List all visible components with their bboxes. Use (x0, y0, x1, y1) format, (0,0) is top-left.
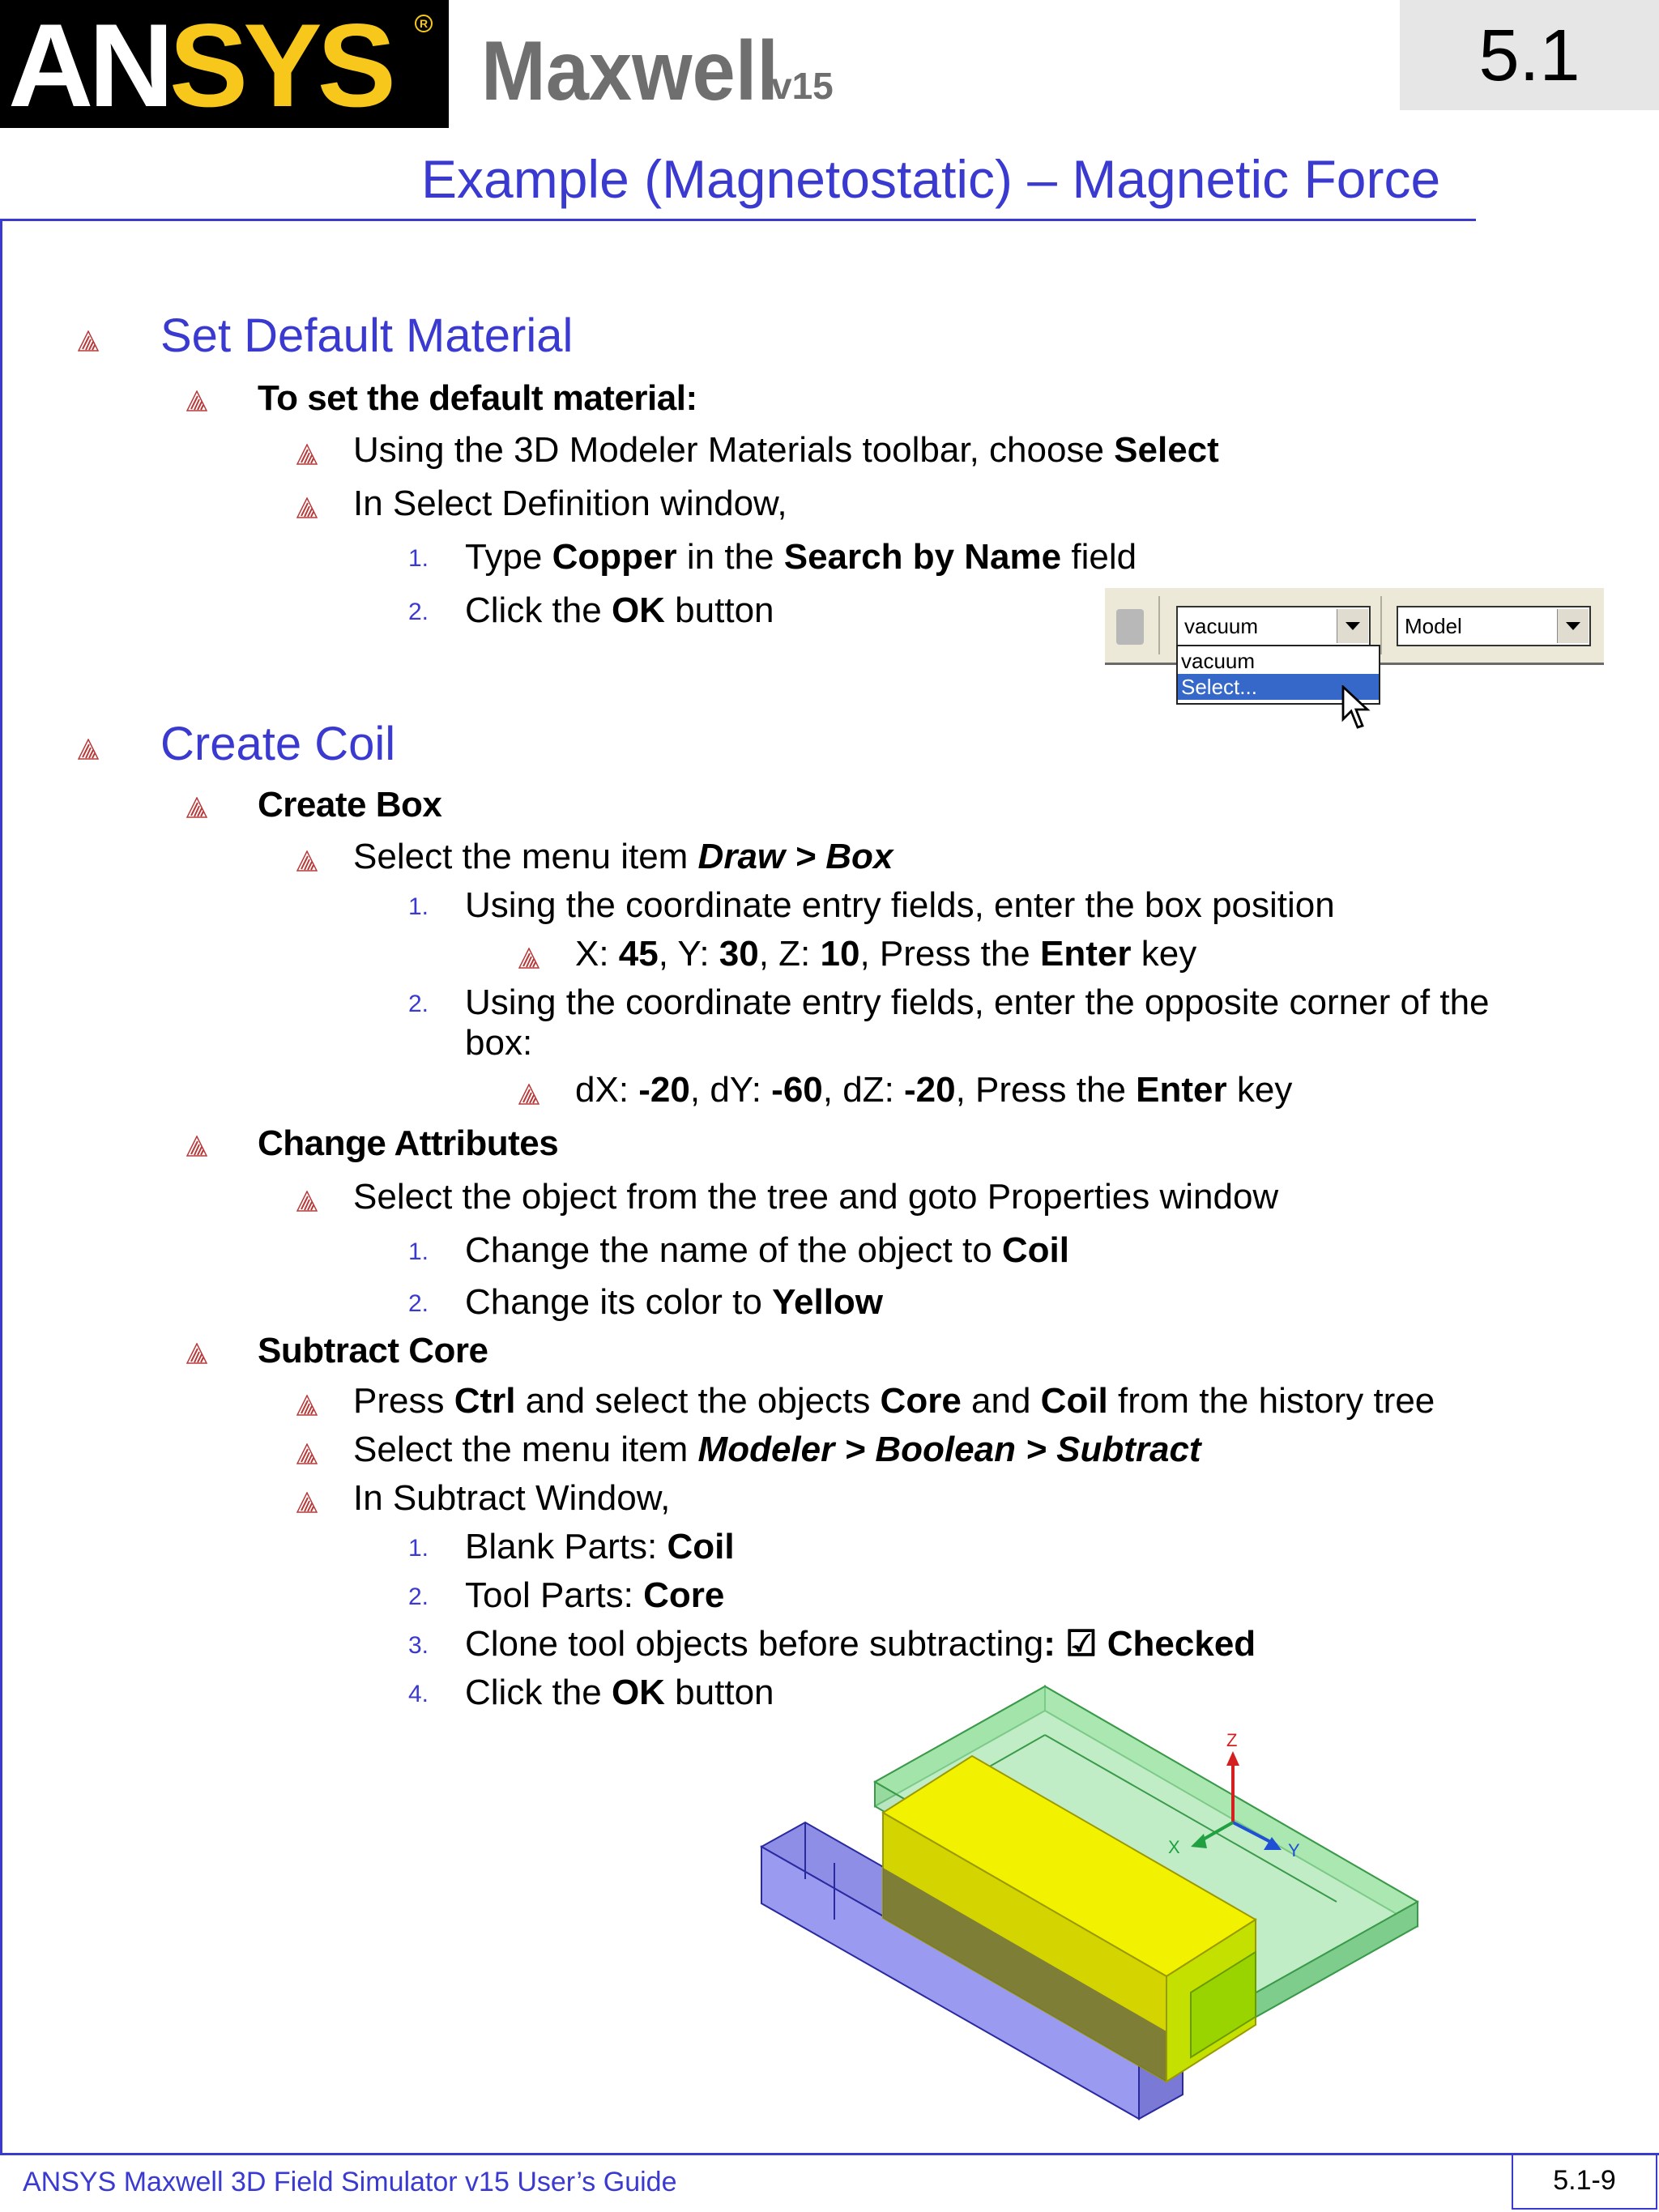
bullet-icon (296, 1395, 318, 1416)
bullet-icon (296, 1191, 318, 1212)
step-subtract-window: In Subtract Window, (353, 1478, 671, 1518)
step-opposite-corner: Using the coordinate entry fields, enter the opposite corner of the (465, 982, 1490, 1022)
step-type-copper: Type Copper in the Search by Name field (465, 537, 1137, 577)
step-box-size: dX: -20, dY: -60, dZ: -20, Press the Enter key (575, 1070, 1293, 1110)
subheading-create-box: Create Box (258, 785, 442, 825)
product-version: v15 (771, 65, 834, 107)
bullet-icon (78, 739, 99, 760)
step-number: 3. (408, 1632, 429, 1659)
step-clone-tool: Clone tool objects before subtracting: ☑ Checked (465, 1624, 1256, 1664)
step-number: 2. (408, 1290, 429, 1317)
step-properties-window: Select the object from the tree and goto Properties window (353, 1177, 1279, 1217)
bullet-icon (186, 1343, 207, 1364)
registered-mark-icon: R (415, 15, 433, 32)
step-rename-coil: Change the name of the object to Coil (465, 1230, 1070, 1270)
left-border (0, 219, 2, 2155)
page-number: 5.1-9 (1553, 2165, 1616, 2196)
step-click-ok: Click the OK button (465, 590, 774, 630)
step-number: 2. (408, 1583, 429, 1610)
bullet-icon (296, 497, 318, 518)
page-title: Example (Magnetostatic) – Magnetic Force (421, 149, 1441, 209)
grip-icon (1116, 609, 1144, 645)
bullet-icon (296, 850, 318, 872)
coil-core-3d-view (753, 1677, 1434, 2130)
bullet-icon (78, 330, 99, 352)
model-select-value: Model (1405, 614, 1462, 638)
toolbar-separator (1380, 596, 1382, 654)
bullet-icon (296, 1492, 318, 1513)
step-number: 1. (408, 1535, 429, 1562)
step-draw-box: Select the menu item Draw > Box (353, 837, 893, 876)
bullet-icon (186, 390, 207, 411)
subheading-change-attributes: Change Attributes (258, 1123, 559, 1163)
dropdown-arrow-icon[interactable] (1337, 609, 1368, 643)
step-number: 2. (408, 991, 429, 1017)
step-number: 1. (408, 545, 429, 572)
step-number: 2. (408, 599, 429, 625)
bullet-icon (518, 1084, 539, 1105)
footer-divider (0, 2153, 1659, 2155)
bullet-icon (296, 1443, 318, 1464)
material-select-value: vacuum (1184, 614, 1259, 638)
title-divider (0, 219, 1476, 221)
bullet-icon (186, 797, 207, 818)
axis-label-z: Z (1226, 1730, 1238, 1750)
subheading-set-default: To set the default material: (258, 378, 697, 418)
step-ctrl-select: Press Ctrl and select the objects Core and Coil from the history tree (353, 1381, 1435, 1421)
section-heading-create-coil: Create Coil (160, 718, 396, 770)
step-opposite-corner-cont: box: (465, 1023, 533, 1063)
subheading-subtract-core: Subtract Core (258, 1331, 488, 1370)
toolbar-separator (1158, 596, 1160, 654)
bullet-icon (296, 444, 318, 465)
axis-label-x: X (1168, 1837, 1180, 1857)
footer-guide-title: ANSYS Maxwell 3D Field Simulator v15 User’s Guide (23, 2167, 677, 2197)
step-box-coordinates: X: 45, Y: 30, Z: 10, Press the Enter key (575, 934, 1197, 974)
dropdown-option-select[interactable]: Select... (1178, 674, 1379, 700)
product-name: Maxwell (481, 24, 778, 118)
dropdown-option-vacuum[interactable]: vacuum (1181, 649, 1256, 673)
material-select[interactable] (1176, 606, 1371, 646)
dropdown-arrow-icon[interactable] (1557, 609, 1589, 643)
axis-label-y: Y (1288, 1840, 1300, 1860)
cursor-icon (1341, 685, 1371, 731)
step-materials-toolbar: Using the 3D Modeler Materials toolbar, choose Select (353, 430, 1219, 470)
logo-wordmark: ANSYS (8, 0, 392, 131)
step-number: 4. (408, 1681, 429, 1707)
step-blank-parts: Blank Parts: Coil (465, 1527, 735, 1566)
step-color-yellow: Change its color to Yellow (465, 1282, 884, 1322)
step-number: 1. (408, 1238, 429, 1265)
model-select[interactable] (1397, 606, 1591, 646)
chapter-number: 5.1 (1478, 15, 1580, 96)
bullet-icon (186, 1136, 207, 1157)
section-heading-default-material: Set Default Material (160, 309, 574, 362)
step-number: 1. (408, 893, 429, 920)
bullet-icon (518, 948, 539, 969)
step-click-ok-subtract: Click the OK button (465, 1673, 774, 1712)
step-box-position: Using the coordinate entry fields, enter the box position (465, 885, 1335, 925)
step-boolean-subtract: Select the menu item Modeler > Boolean > Subtract (353, 1430, 1201, 1469)
step-select-definition: In Select Definition window, (353, 484, 787, 523)
step-tool-parts: Tool Parts: Core (465, 1575, 725, 1615)
